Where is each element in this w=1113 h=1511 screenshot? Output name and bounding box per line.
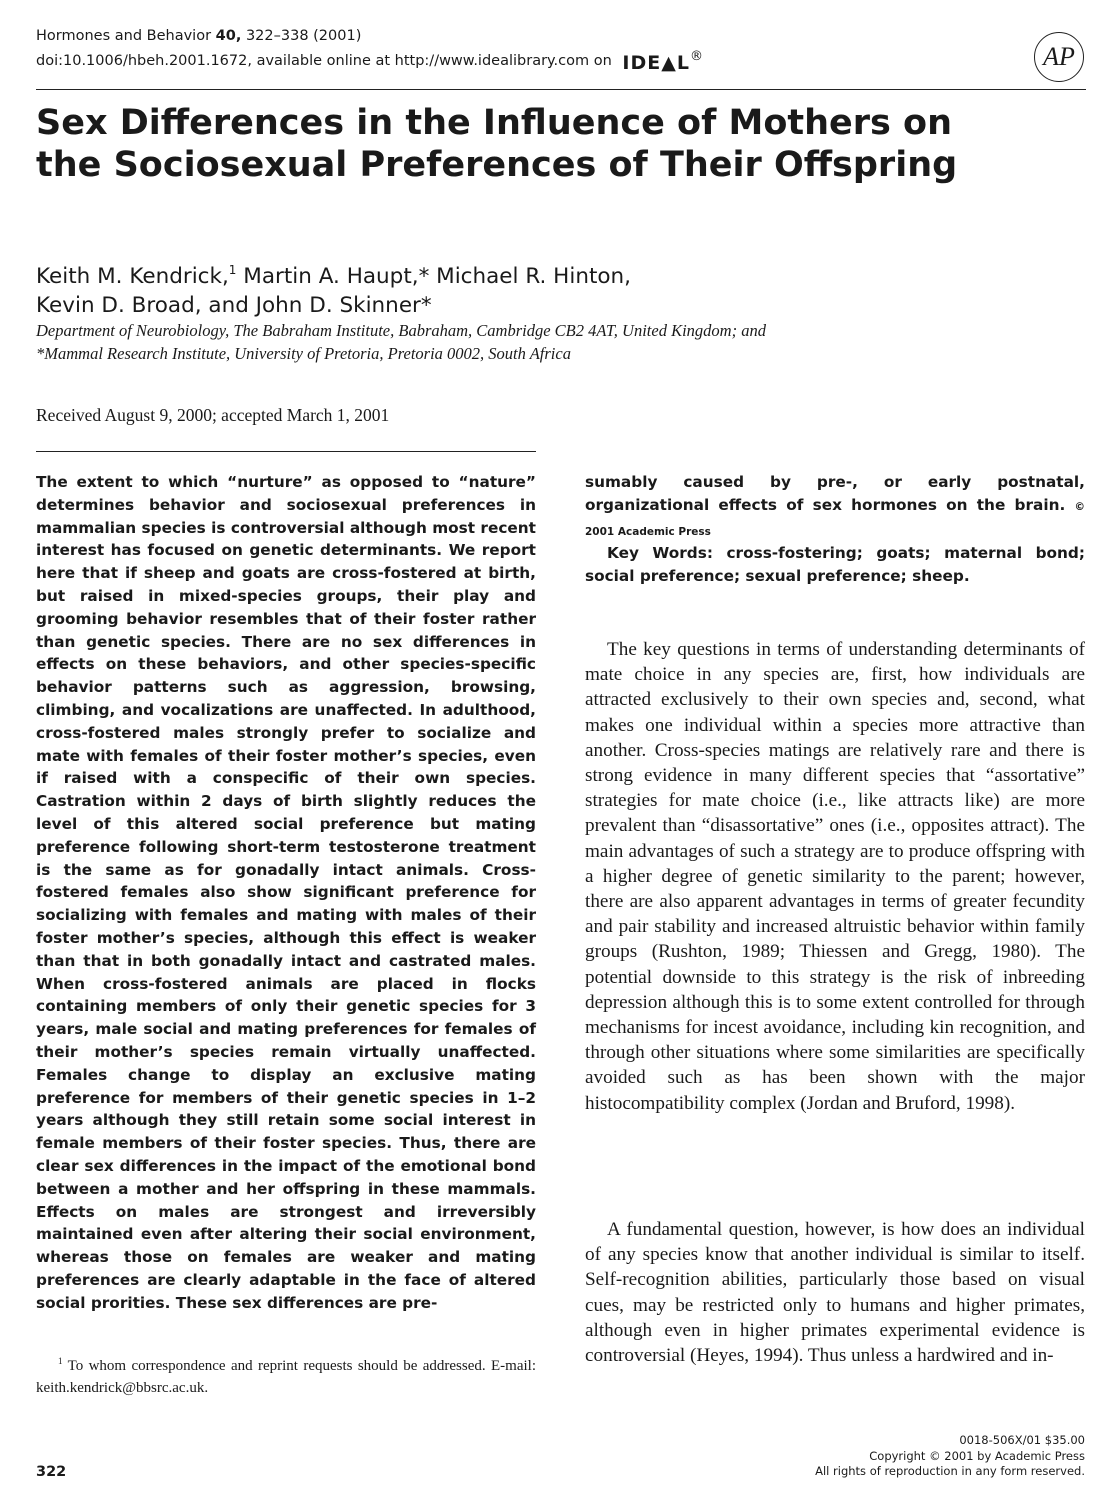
journal-volume: 40, <box>215 28 242 44</box>
keywords: Key Words: cross-fostering; goats; maternal bond; social preference; sexual preference; sheep. <box>585 544 1085 585</box>
body-paragraph: The key questions in terms of understanding determinants of mate choice in any species are, first, how individuals are attracted exclusively to their own species and, second, what makes one individual within a species more attractive than another. Cross-species matings are relatively rare and there is strong evidence in many different species that “assortative” strategies for mate choice (i.e., like attracts like) are more prevalent than “disassortative” ones (i.e., opposites attract). The main advantages of such a strategy are to produce offspring with a higher degree of genetic similarity to the parent; however, there are also apparent advantages in terms of greater fecundity and pair stability and increased altruistic behavior within family groups (Rushton, 1989; Thiessen and Gregg, 1980). The potential downside to this strategy is the risk of inbreeding depression although this is to some extent controlled for through mechanisms for incest avoidance, including kin recognition, and through other situations where some similarities are specifically avoided such as has been shown with the major histocompatibility complex (Jordan and Bruford, 1998). <box>585 639 1085 1114</box>
header-divider <box>36 89 1086 90</box>
registered-mark: ® <box>689 49 704 64</box>
abstract-continuation <box>585 471 1085 543</box>
ideal-logo <box>622 48 704 72</box>
page-number: 322 <box>36 1464 67 1480</box>
author-list <box>36 256 796 320</box>
footer-publisher-info <box>700 1433 1085 1480</box>
journal-name: Hormones and Behavior <box>36 28 212 44</box>
publisher-logo: AP <box>1034 32 1084 82</box>
affiliation: Department of Neurobiology, The Babraham Institute, Babraham, Cambridge CB2 4AT, United Kingdom; and *Mammal Research Institute, University of Pretoria, Pretoria 0002, South Africa <box>36 321 766 363</box>
doi-text: doi:10.1006/hbeh.2001.1672, available online at http://www.idealibrary.com on <box>36 53 612 69</box>
abstract-copyright: © 2001 Academic Press <box>585 500 1086 538</box>
author-line-1a: Keith M. Kendrick, <box>36 264 229 289</box>
footnote-mark: 1 <box>58 1356 63 1366</box>
ideal-logo-text: IDE▲L <box>622 52 690 74</box>
footer-copyright: Copyright © 2001 by Academic Press <box>869 1448 1085 1463</box>
abstract-divider <box>36 451 536 452</box>
footnote-ref-1: 1 <box>228 263 237 277</box>
abstract-continuation-text: sumably caused by pre-, or early postnatal, organizational effects of sex hormones on the brain. <box>585 473 1085 514</box>
footer-rights: All rights of reproduction in any form reserved. <box>815 1464 1085 1478</box>
footnote-text: To whom correspondence and reprint requests should be addressed. E-mail: keith.kendrick@bbsrc.ac.uk. <box>36 1358 536 1396</box>
issn-price: 0018-506X/01 $35.00 <box>959 1433 1085 1447</box>
footnote <box>36 1350 536 1399</box>
received-dates: Received August 9, 2000; accepted March 1, 2001 <box>36 405 390 425</box>
abstract-text: The extent to which “nurture” as opposed to “nature” determines behavior and sociosexual preferences in mammalian species is controversial although most recent interest has focused on genetic determinants. We report here that if sheep and goats are cross-fostered at birth, but raised in mixed-species groups, their play and grooming behavior resembles that of their foster rather than genetic species. There are no sex differences in effects on these behaviors, and other species-specific behavior patterns such as aggression, browsing, climbing, and vocalizations are unaffected. In adulthood, cross-fostered males strongly prefer to socialize and mate with females of their foster mother’s species, even if raised with a conspecific of their own species. Castration within 2 days of birth slightly reduces the level of this altered social preference but mating preference following short-term testosterone treatment is the same as for gonadally intact animals. Cross-fostered females also show significant preference for socializing with females and mating with males of their foster mother’s species, although this effect is weaker than that in both gonadally intact and castrated males. When cross-fostered animals are placed in flocks containing members of only their genetic species for 3 years, male social and mating preferences for females of their mother’s species remain virtually unaffected. Females change to display an exclusive mating preference for members of their genetic species in 1–2 years although they still retain some social interest in female members of their foster species. Thus, there are clear sex differences in the impact of the emotional bond between a mother and her offspring in these mammals. Effects on males are strongest and irreversibly maintained even after altering their social environment, whereas those on females are weaker and mating preferences are clearly adaptable in the face of altered social prorities. These sex differences are pre- <box>36 473 536 1312</box>
body-paragraph: A fundamental question, however, is how does an individual of any species know that another individual is similar to itself. Self-recognition abilities, particularly those based on visual cues, may be restricted only to humans and higher primates, although even in higher primates experimental evidence is controversial (Heyes, 1994). Thus unless a hardwired and in- <box>585 1219 1085 1367</box>
journal-pages-year: 322–338 (2001) <box>245 28 362 44</box>
journal-citation <box>36 27 361 45</box>
author-line-2: Kevin D. Broad, and John D. Skinner* <box>36 293 432 318</box>
author-line-1b: Martin A. Haupt,* Michael R. Hinton, <box>236 264 631 289</box>
doi-line <box>36 48 704 72</box>
article-title: Sex Differences in the Influence of Mothers on the Sociosexual Preferences of Their Offspring <box>36 103 958 185</box>
